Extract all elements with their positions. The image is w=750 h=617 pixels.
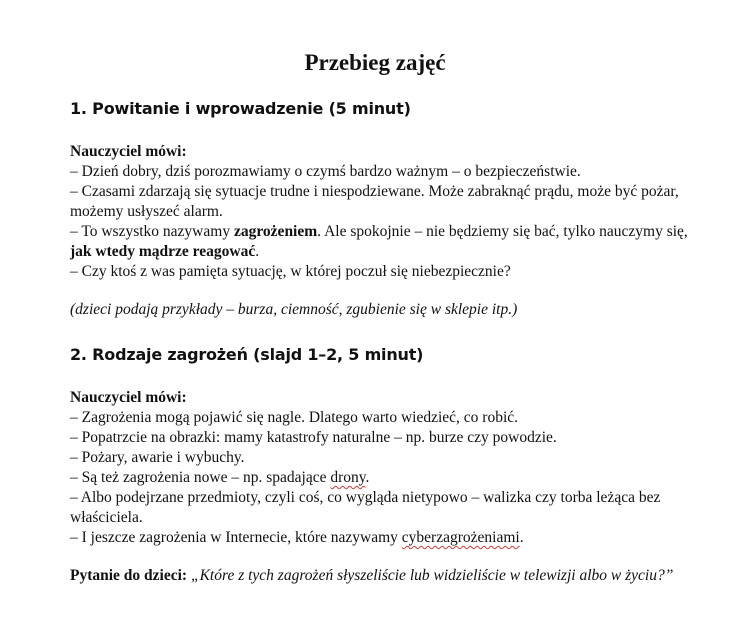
text-run: – Są też zagrożenia nowe – np. spadające: [70, 469, 331, 486]
spellcheck-flagged-word: cyberzagrożeniami: [401, 529, 520, 546]
section-2-heading: 2. Rodzaje zagrożeń (slajd 1–2, 5 minut): [70, 345, 424, 364]
paragraph-line: – Albo podejrzane przedmioty, czyli coś, co wygląda nietypowo – walizka czy torba leżąca bez właściciela.: [70, 489, 661, 526]
speaker-label: Nauczyciel mówi:: [70, 389, 187, 406]
speaker-label: Nauczyciel mówi:: [70, 143, 187, 160]
text-run: – To wszystko nazywamy: [70, 223, 234, 240]
spellcheck-flagged-word: drony: [330, 469, 366, 486]
question-to-children: [70, 566, 710, 586]
text-run: – I jeszcze zagrożenia w Internecie, które nazywamy: [70, 529, 402, 546]
text-run: .: [365, 469, 370, 486]
children-examples-note: (dzieci podają przykłady – burza, ciemność, zgubienie się w sklepie itp.): [70, 301, 518, 318]
document-title: Przebieg zajęć: [304, 50, 446, 75]
question-line: [70, 566, 710, 586]
paragraph-line: [70, 222, 710, 262]
paragraph-line: – Popatrzcie na obrazki: mamy katastrofy naturalne – np. burze czy powodzie.: [70, 429, 557, 446]
question-text: „Które z tych zagrożeń słyszeliście lub widzieliście w telewizji albo w życiu?”: [187, 567, 674, 584]
question-label: Pytanie do dzieci:: [70, 567, 188, 584]
section-1-heading: 1. Powitanie i wprowadzenie (5 minut): [70, 99, 411, 118]
bold-term: jak wtedy mądrze reagować: [70, 243, 256, 260]
section-1-body: [70, 142, 710, 282]
text-run: . Ale spokojnie – nie będziemy się bać, tylko nauczymy się,: [317, 223, 688, 240]
paragraph-line: – Dzień dobry, dziś porozmawiamy o czymś bardzo ważnym – o bezpieczeństwie.: [70, 163, 581, 180]
paragraph-line: [70, 468, 710, 488]
text-run: .: [519, 529, 524, 546]
paragraph-line: – Czasami zdarzają się sytuacje trudne i niespodziewane. Może zabraknąć prądu, może być pożar, możemy usłyszeć alarm.: [70, 183, 679, 220]
paragraph-line: – Pożary, awarie i wybuchy.: [70, 449, 245, 466]
text-run: .: [255, 243, 260, 260]
paragraph-line: – Zagrożenia mogą pojawić się nagle. Dlatego warto wiedzieć, co robić.: [70, 409, 519, 426]
paragraph-line: [70, 528, 710, 548]
bold-term: zagrożeniem: [233, 223, 318, 240]
paragraph-line: – Czy ktoś z was pamięta sytuację, w której poczuł się niebezpiecznie?: [70, 263, 511, 280]
section-2-body: [70, 388, 710, 548]
